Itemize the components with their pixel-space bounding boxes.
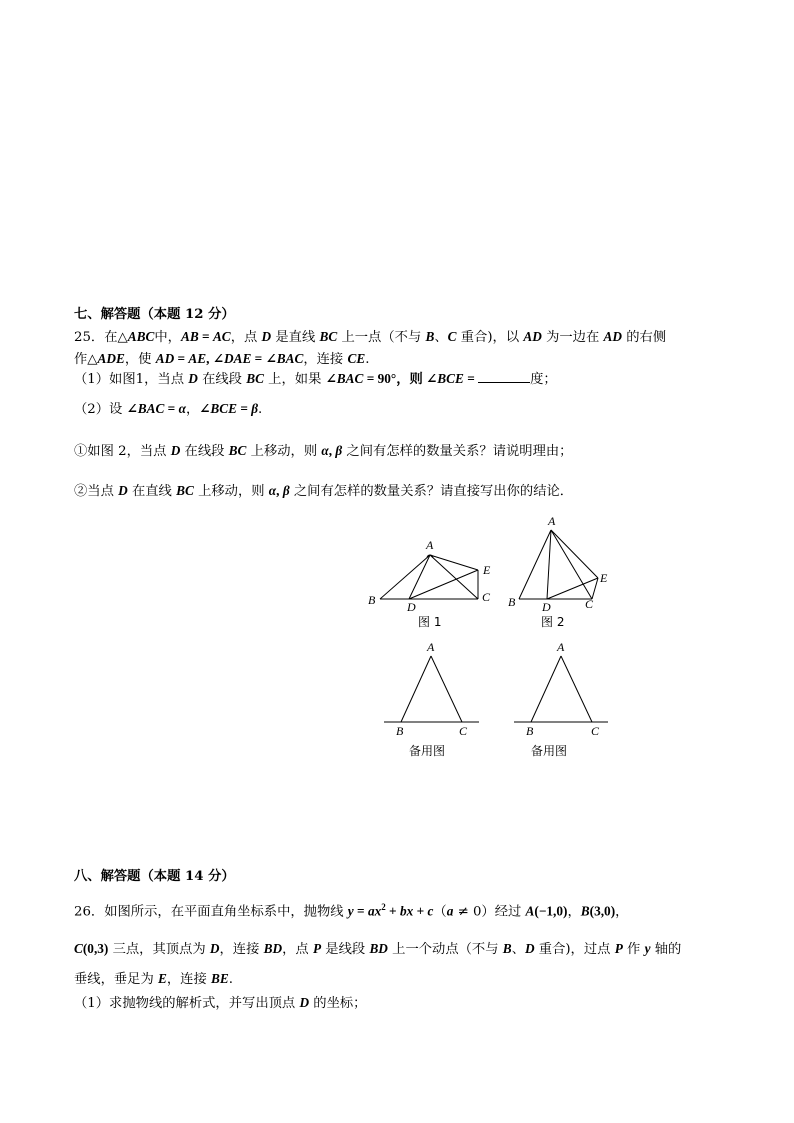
q25-part2: （2）设 ∠BAC = α，∠BCE = β.	[74, 401, 263, 417]
q26-part1: （1）求抛物线的解析式，并写出顶点 D 的坐标；	[74, 995, 367, 1011]
spare2-label-A: A	[557, 640, 565, 654]
q25-sub2: ②当点 D 在直线 BC 上移动，则 α, β 之间有怎样的数量关系？请直接写出你的结论．	[74, 483, 574, 499]
fig2-segment-AE	[551, 530, 598, 578]
fig1-label-E: E	[483, 563, 491, 577]
figure-1	[380, 555, 478, 599]
fig2-segment-CE	[592, 578, 598, 599]
fig1-segment-AE	[430, 555, 478, 570]
q26-line2: C(0,3) 三点，其顶点为 D，连接 BD，点 P 是线段 BD 上一个动点（不与 B、D 重合)，过点 P 作 y 轴的	[74, 941, 682, 957]
fig1-segment-AC	[430, 555, 478, 599]
q25-part1: （1）如图1，当点 D 在线段 BC 上，如果 ∠BAC = 90°，则 ∠BCE = 度；	[74, 371, 557, 387]
spare1-label-A: A	[427, 640, 435, 654]
spare1-caption: 备用图	[409, 744, 446, 758]
spare2-caption: 备用图	[531, 744, 568, 758]
spare2-label-C: C	[591, 724, 600, 738]
fig1-label-C: C	[482, 590, 491, 604]
spare-figure-1	[384, 656, 479, 722]
fig1-label-A: A	[426, 538, 434, 552]
fig1-label-D: D	[407, 600, 416, 614]
fig1-segment-AD	[409, 555, 430, 599]
fig2-label-D: D	[542, 600, 551, 614]
spare1-label-B: B	[396, 724, 404, 738]
fig2-label-E: E	[600, 571, 608, 585]
fig2-segment-AB	[519, 530, 551, 599]
q25-line2: 作△ADE，使 AD = AE, ∠DAE = ∠BAC，连接 CE.	[74, 351, 370, 367]
fig1-segment-AB	[380, 555, 430, 599]
fig2-caption: 图 2	[541, 615, 565, 629]
spare-figure-2	[514, 656, 608, 722]
spare1-label-C: C	[459, 724, 468, 738]
spare1-segment-AB	[401, 656, 431, 722]
fig2-label-A: A	[548, 514, 556, 528]
q25-line1: 25．在△ABC中，AB = AC，点 D 是直线 BC 上一点（不与 B、C 重合)，以 AD 为一边在 AD 的右侧	[74, 329, 667, 345]
fig2-label-C: C	[585, 597, 594, 611]
spare2-segment-AB	[531, 656, 561, 722]
fig2-label-B: B	[508, 595, 516, 609]
spare2-segment-AC	[561, 656, 592, 722]
section8-heading: 八、解答题（本题 14 分）	[74, 869, 235, 884]
q25-sub1: ①如图 2，当点 D 在线段 BC 上移动，则 α, β 之间有怎样的数量关系？请说明理由；	[74, 443, 573, 459]
q26-line1: 26．如图所示，在平面直角坐标系中，抛物线 $y = ax^2$ + bx + c（a ≠ 0）经过 A(−1,0)，B(3,0)，	[74, 902, 629, 920]
spare2-label-B: B	[526, 724, 534, 738]
fig1-label-B: B	[368, 593, 376, 607]
section7-heading: 七、解答题（本题 12 分）	[74, 307, 235, 322]
spare1-segment-AC	[431, 656, 462, 722]
q26-line3: 垂线，垂足为 E，连接 BE.	[74, 971, 233, 987]
fig1-segment-DE	[409, 570, 478, 599]
fig1-caption: 图 1	[418, 615, 442, 629]
fig2-segment-AD	[547, 530, 551, 599]
figure-2	[519, 530, 598, 599]
